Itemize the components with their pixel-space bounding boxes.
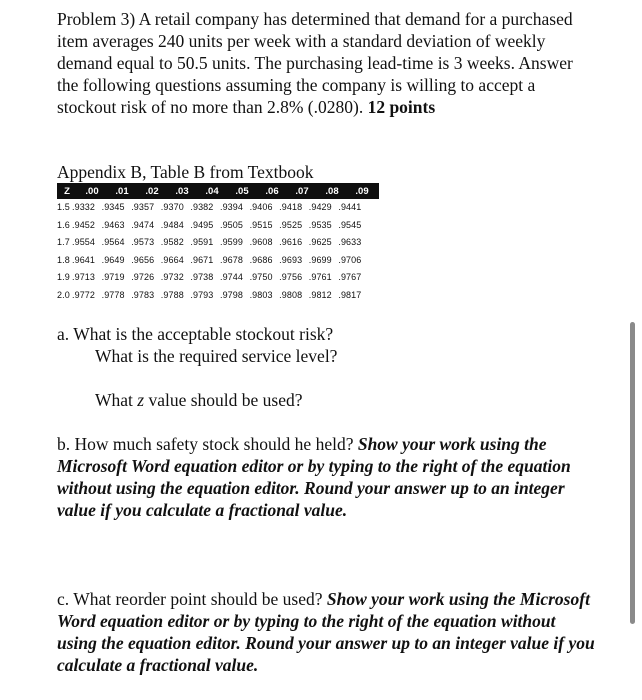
z-table-col-header: .00: [85, 185, 99, 197]
problem-statement: [57, 8, 597, 118]
z-table-col-header: .03: [175, 185, 189, 197]
z-table-col-header: .01: [115, 185, 129, 197]
z-table-header-z: Z: [64, 185, 70, 197]
question-c-text: c. What reorder point should be used?: [57, 589, 327, 609]
question-a-z-value: What z value should be used?: [95, 390, 303, 410]
z-table-col-header: .09: [355, 185, 369, 197]
question-b: [57, 433, 597, 521]
z-table-row: 1.6 .9452 .9463 .9474 .9484 .9495 .9505 .9515 .9525 .9535 .9545: [57, 219, 362, 230]
z-table: [57, 183, 379, 305]
problem-text: Problem 3) A retail company has determined that demand for a purchased item averages 240 units per week with a standard deviation of weekly demand equal to 50.5 units. The purchasing lead-time is 3 weeks. Answer the following questions assuming the company is willing to accept a stockout risk of no more than 2.8% (.0280).: [57, 9, 573, 117]
z-table-header: [57, 183, 379, 199]
z-table-row: 1.5 .9332 .9345 .9357 .9370 .9382 .9394 .9406 .9418 .9429 .9441: [57, 202, 362, 212]
z-table-row: 1.8 .9641 .9649 .9656 .9664 .9671 .9678 .9686 .9693 .9699 .9706: [57, 254, 362, 265]
question-a-risk: a. What is the acceptable stockout risk?: [57, 324, 334, 344]
question-c: [57, 588, 597, 676]
z-table-col-header: .06: [265, 185, 279, 197]
z-table-col-header: .02: [145, 185, 159, 197]
question-a-service-level: What is the required service level?: [95, 346, 338, 366]
z-table-col-header: .07: [295, 185, 309, 197]
z-table-col-header: .08: [325, 185, 339, 197]
question-b-instructions: Show your work using the Microsoft Word equation editor or by typing to the right of the equation without using the equation editor. Round your answer up to an integer value if you calculate a fractional value.: [57, 434, 571, 520]
appendix-title: Appendix B, Table B from Textbook: [57, 162, 314, 182]
question-b-text: b. How much safety stock should he held?: [57, 434, 358, 454]
z-table-row: 2.0 .9772 .9778 .9783 .9788 .9793 .9798 .9803 .9808 .9812 .9817: [57, 289, 362, 300]
question-c-instructions: Show your work using the Microsoft Word equation editor or by typing to the right of the equation without using the equation editor. Round your answer up to an integer value if you calculate a fractional value.: [57, 589, 595, 675]
vertical-scrollbar[interactable]: [630, 322, 635, 624]
z-table-row: 1.7 .9554 .9564 .9573 .9582 .9591 .9599 .9608 .9616 .9625 .9633: [57, 237, 362, 248]
z-table-col-header: .05: [235, 185, 249, 197]
z-table-col-header: .04: [205, 185, 219, 197]
problem-points: 12 points: [367, 97, 436, 117]
z-table-row: 1.9 .9713 .9719 .9726 .9732 .9738 .9744 .9750 .9756 .9761 .9767: [57, 272, 362, 283]
